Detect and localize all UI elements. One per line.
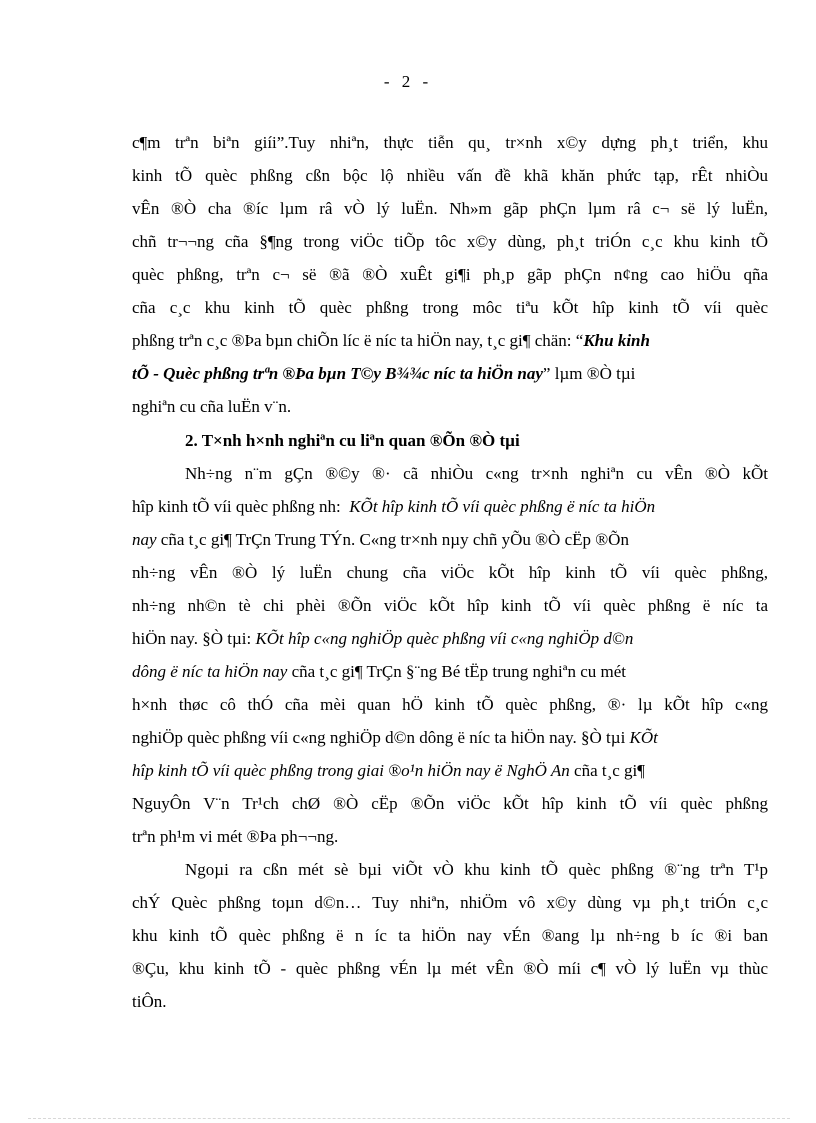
text-line: nh÷ng nh©n tè chi phèi ®Õn viÖc kÕt hîp kinh tÕ víi quèc phßng ë níc ta [132, 596, 768, 615]
text-line: kinh tÕ quèc phßng cßn bộc lộ nhiều vấn đề khã khăn phức tạp, rÊt nhiÒu [132, 166, 768, 185]
text-line [132, 728, 768, 748]
text-line [132, 364, 768, 384]
text-line: quèc phßng, trªn c¬ së ®ã ®Ò xuÊt gi¶i ph¸p gãp phÇn n¢ng cao hiÖu qña [132, 265, 768, 284]
text-line: nh÷ng vÊn ®Ò lý luËn chung cña viÖc kÕt hîp kinh tÕ víi quèc phßng, [132, 563, 768, 582]
text-line [132, 662, 768, 682]
text-line [132, 331, 768, 351]
text-line: c¶m trªn biªn giíi”.Tuy nhiªn, thực tiễn qu¸ tr×nh x©y dựng ph¸t triển, khu [132, 133, 768, 152]
text-line: cña c¸c khu kinh tÕ quèc phßng trong môc tiªu kÕt hîp kinh tÕ víi quèc [132, 298, 768, 317]
page-number: - 2 - [383, 72, 433, 91]
text-line [132, 497, 768, 517]
cited-title: KÕt hîp kinh tÕ víi quèc phßng ë níc ta hiÖn [349, 497, 656, 516]
thesis-title-italic: tÕ - Quèc phßng trªn ®Þa bµn T©y B¾¾c níc ta hiÖn nay [132, 364, 543, 383]
cited-title: dông ë níc ta hiÖn nay [132, 662, 288, 681]
text-run: cña t¸c gi¶ TrÇn Trung TÝn. C«ng tr×nh nµy chñ yÕu ®Ò cËp ®Õn [160, 530, 629, 549]
text-run: nghiÖp quèc phßng víi c«ng nghiÖp d©n dông ë níc ta hiÖn nay. §Ò tµi [132, 728, 626, 747]
text-line [132, 761, 768, 781]
text-line: khu kinh tÕ quèc phßng ë n íc ta hiÖn nay vÉn ®ang lµ nh÷ng b íc ®i ban [132, 926, 768, 945]
text-line: Nh÷ng n¨m gÇn ®©y ®· cã nhiÒu c«ng tr×nh nghiªn cu vÊn ®Ò kÕt [185, 464, 768, 483]
text-line: Ngoµi ra cßn mét sè bµi viÕt vÒ khu kinh tÕ quèc phßng ®¨ng trªn T¹p [185, 860, 768, 879]
thesis-title-italic: Khu kinh [583, 331, 650, 350]
text-line [132, 629, 768, 649]
cited-title: hîp kinh tÕ víi quèc phßng trong giai ®o¹n hiÖn nay ë NghÖ An [132, 761, 570, 780]
cited-title: nay [132, 530, 157, 549]
text-line: h×nh thøc cô thÓ cña mèi quan hÖ kinh tÕ quèc phßng, ®· lµ kÕt hîp c«ng [132, 695, 768, 714]
text-line: chÝ Quèc phßng toµn d©n… Tuy nhiªn, nhiÖm vô x©y dùng vµ ph¸t triÓn c¸c [132, 893, 768, 912]
text-line: vÊn ®Ò cha ®íc lµm râ vÒ lý luËn. Nh»m gãp phÇn lµm râ c¬ së lý luËn, [132, 199, 768, 218]
text-line: chñ tr¬¬ng cña §¶ng trong viÖc tiÕp tôc x©y dùng, ph¸t triÓn c¸c khu kinh tÕ [132, 232, 768, 251]
text-run: cña t¸c gi¶ [574, 761, 645, 780]
page-bottom-divider [28, 1118, 790, 1119]
text-line: ®Çu, khu kinh tÕ - quèc phßng vÉn lµ mét vÊn ®Ò míi c¶ vÒ lý luËn vµ thùc [132, 959, 768, 978]
text-run: ” lµm ®Ò tµi [542, 364, 636, 383]
section-heading: 2. T×nh h×nh nghiªn cu liªn quan ®Õn ®Ò tµi [185, 431, 520, 450]
text-line: NguyÔn V¨n Tr¹ch chØ ®Ò cËp ®Õn viÖc kÕt hîp kinh tÕ víi quèc phßng [132, 794, 768, 813]
text-run: hîp kinh tÕ víi quèc phßng nh: [132, 497, 341, 516]
text-run: cña t¸c gi¶ TrÇn §¨ng Bé tËp trung nghiªn cu mét [291, 662, 627, 681]
cited-title: KÕt hîp c«ng nghiÖp quèc phßng víi c«ng nghiÖp d©n [255, 629, 634, 648]
cited-title: KÕt [629, 728, 658, 747]
text-run: hiÖn nay. §Ò tµi: [132, 629, 252, 648]
text-line: trªn ph¹m vi mét ®Þa ph¬¬ng. [132, 827, 339, 846]
text-run: phßng trªn c¸c ®Þa bµn chiÕn líc ë níc ta hiÖn nay, t¸c gi¶ chän: “ [132, 331, 584, 350]
text-line [132, 530, 768, 550]
text-line: tiÔn. [132, 992, 167, 1011]
text-line: nghiªn cu cña luËn v¨n. [132, 397, 292, 416]
